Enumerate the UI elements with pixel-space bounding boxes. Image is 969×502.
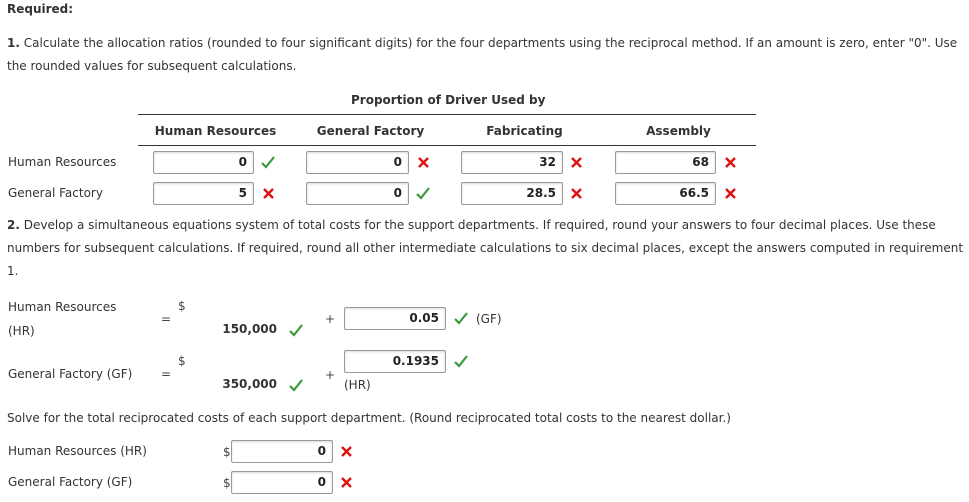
check-icon <box>453 353 469 369</box>
table-heading: Proportion of Driver Used by <box>351 93 546 107</box>
x-icon <box>416 155 432 171</box>
gf-to-hr-input[interactable]: 5 <box>153 182 254 205</box>
requirement-1-text <box>7 32 967 78</box>
gf-to-fabricating-input[interactable]: 28.5 <box>461 182 563 205</box>
column-header-general-factory: General Factory <box>316 124 425 138</box>
x-icon <box>569 155 585 171</box>
table-heading-rule <box>138 114 756 115</box>
hr-dollar-sign: $ <box>178 299 186 313</box>
x-icon <box>339 444 355 460</box>
x-icon <box>569 186 585 202</box>
solve-hr-input[interactable]: 0 <box>231 440 333 463</box>
solve-label-gf: General Factory (GF) <box>8 475 133 489</box>
solve-label-hr: Human Resources (HR) <box>8 444 147 458</box>
solve-hr-dollar-sign: $ <box>223 445 231 459</box>
hr-variable-gf: (GF) <box>476 312 502 326</box>
required-title: Required: <box>7 2 74 16</box>
gf-variable-hr: (HR) <box>344 378 371 392</box>
table-header-rule <box>138 145 756 146</box>
hr-coefficient-input[interactable]: 0.05 <box>344 307 446 330</box>
requirement-1-body: Calculate the allocation ratios (rounded to four significant digits) for the four departments using the reciprocal method. If an amount is zero, enter "0". Use the rounded values for subsequent calculations. <box>7 36 958 73</box>
requirement-2-text <box>7 214 967 283</box>
solve-instruction: Solve for the total reciprocated costs of each support department. (Round reciprocated total costs to the nearest dollar.) <box>7 411 731 425</box>
x-icon <box>261 186 277 202</box>
gf-constant-value: 350,000 <box>222 377 277 391</box>
check-icon <box>453 310 469 326</box>
row-label-human-resources: Human Resources <box>8 155 117 169</box>
requirement-2-number: 2. <box>7 218 20 232</box>
requirement-2-body: Develop a simultaneous equations system of total costs for the support departments. If required, round your answers to four decimal places. Use these numbers for subsequent calculations. If required, round all other intermediate calculations to six decimal places, except the answers computed in requirement 1. <box>7 218 964 278</box>
hr-equation-label-line2: (HR) <box>8 324 35 338</box>
hr-plus-sign: + <box>325 312 336 326</box>
gf-to-assembly-input[interactable]: 66.5 <box>615 182 716 205</box>
hr-to-fabricating-input[interactable]: 32 <box>461 151 563 174</box>
check-icon <box>288 377 304 393</box>
hr-constant-value: 150,000 <box>222 322 277 336</box>
gf-plus-sign: + <box>325 368 336 382</box>
hr-equation-label-line1: Human Resources <box>8 300 117 314</box>
hr-to-gf-input[interactable]: 0 <box>306 151 409 174</box>
gf-equation-label: General Factory (GF) <box>8 367 133 381</box>
check-icon <box>260 154 276 170</box>
x-icon <box>723 186 739 202</box>
check-icon <box>415 185 431 201</box>
gf-dollar-sign: $ <box>178 354 186 368</box>
gf-coefficient-input[interactable]: 0.1935 <box>344 350 446 373</box>
requirement-1-number: 1. <box>7 36 20 50</box>
x-icon <box>339 475 355 491</box>
x-icon <box>723 155 739 171</box>
solve-gf-input[interactable]: 0 <box>231 471 333 494</box>
row-label-general-factory: General Factory <box>8 186 103 200</box>
hr-equals-sign: = <box>161 312 172 326</box>
gf-to-gf-input[interactable]: 0 <box>306 182 409 205</box>
column-header-human-resources: Human Resources <box>154 124 277 138</box>
column-header-fabricating: Fabricating <box>486 124 563 138</box>
check-icon <box>288 322 304 338</box>
column-header-assembly: Assembly <box>646 124 711 138</box>
hr-to-hr-input[interactable]: 0 <box>153 151 254 174</box>
solve-gf-dollar-sign: $ <box>223 476 231 490</box>
hr-to-assembly-input[interactable]: 68 <box>615 151 716 174</box>
gf-equals-sign: = <box>161 367 172 381</box>
